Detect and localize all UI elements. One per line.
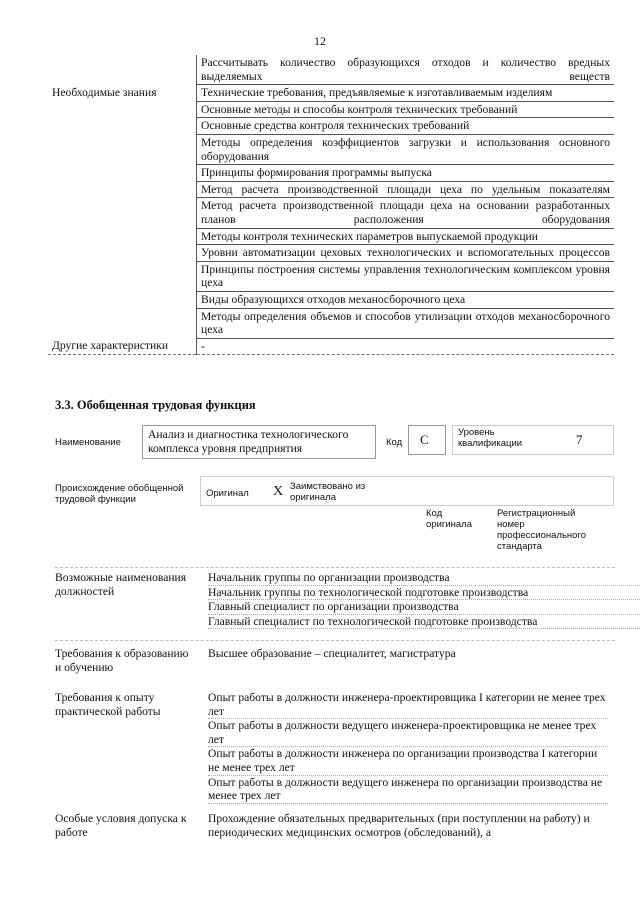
knowledge-label: Необходимые знания — [52, 85, 157, 99]
original-code-label: Код оригинала — [426, 508, 473, 530]
origin-box — [200, 476, 614, 506]
knowledge-item: Виды образующихся отходов механосборочного цеха — [197, 291, 615, 308]
position-item: Главный специалист по организации производства — [208, 600, 640, 615]
experience-label: Требования к опыту практической работы — [55, 691, 161, 718]
special-value: Прохождение обязательных предварительных (при поступлении на работу) и периодических медицинских осмотров (обследований), а — [208, 812, 590, 839]
special-label: Особые условия допуска к работе — [55, 812, 187, 839]
position-item: Главный специалист по технологической подготовке производства — [208, 615, 640, 630]
knowledge-item: Методы контроля технических параметров выпускаемой продукции — [197, 228, 615, 245]
knowledge-table — [48, 55, 614, 355]
experience-item: Опыт работы в должности ведущего инженера-проектировщика не менее трех лет — [208, 719, 608, 747]
knowledge-item: Технические требования, предъявляемые к изготавливаемым изделиям — [197, 85, 615, 102]
code-label: Код — [386, 437, 403, 448]
other-characteristics-label: Другие характеристики — [48, 338, 197, 355]
position-item: Начальник группы по технологической подготовке производства — [208, 586, 640, 601]
section-title: 3.3. Обобщенная трудовая функция — [55, 398, 256, 412]
knowledge-item: Основные методы и способы контроля технических требований — [197, 101, 615, 118]
name-label: Наименование — [55, 437, 121, 448]
knowledge-item: Принципы формирования программы выпуска — [197, 165, 615, 182]
origin-label: Происхождение обобщенной трудовой функции — [55, 483, 184, 505]
knowledge-label-cell — [48, 55, 197, 85]
page-number: 12 — [314, 34, 326, 48]
name-value: Анализ и диагностика технологического комплекса уровня предприятия — [148, 428, 349, 455]
knowledge-item: Метод расчета производственной площади цеха по удельным показателям — [197, 181, 615, 198]
level-label: Уровень квалификации — [458, 427, 523, 449]
knowledge-item: Методы определения коэффициентов загрузки и использования основного оборудования — [197, 134, 615, 164]
level-value: 7 — [576, 432, 583, 447]
original-mark: X — [273, 484, 284, 499]
knowledge-item: Основные средства контроля технических требований — [197, 118, 615, 135]
knowledge-item: Рассчитывать количество образующихся отходов и количество вредных выделяемых веществ — [197, 55, 615, 85]
position-item: Начальник группы по организации производства — [208, 571, 640, 586]
original-label: Оригинал — [206, 488, 249, 499]
education-value: Высшее образование – специалитет, магистратура — [208, 647, 456, 660]
knowledge-item: Методы определения объемов и способов утилизации отходов механосборочного цеха — [197, 308, 615, 338]
level-box — [452, 425, 614, 455]
borrowed-label: Заимствовано из оригинала — [290, 481, 366, 503]
other-characteristics-value: - — [197, 338, 615, 355]
knowledge-item: Принципы построения системы управления технологическим комплексом уровня цеха — [197, 261, 615, 291]
experience-item: Опыт работы в должности ведущего инженера по организации производства не менее трех лет — [208, 776, 608, 804]
positions-label: Возможные наименования должностей — [55, 571, 187, 598]
experience-item: Опыт работы в должности инженера по организации производства I категории не менее трех лет — [208, 747, 608, 775]
knowledge-item: Уровни автоматизации цеховых технологических и вспомогательных процессов — [197, 245, 615, 262]
experience-item: Опыт работы в должности инженера-проектировщика I категории не менее трех лет — [208, 691, 608, 719]
knowledge-item: Метод расчета производственной площади цеха на основании разработанных планов расположения оборудования — [197, 198, 615, 228]
registration-number-label: Регистрационный номер профессионального стандарта — [497, 508, 586, 552]
code-value: C — [420, 432, 429, 447]
education-label: Требования к образованию и обучению — [55, 647, 189, 674]
